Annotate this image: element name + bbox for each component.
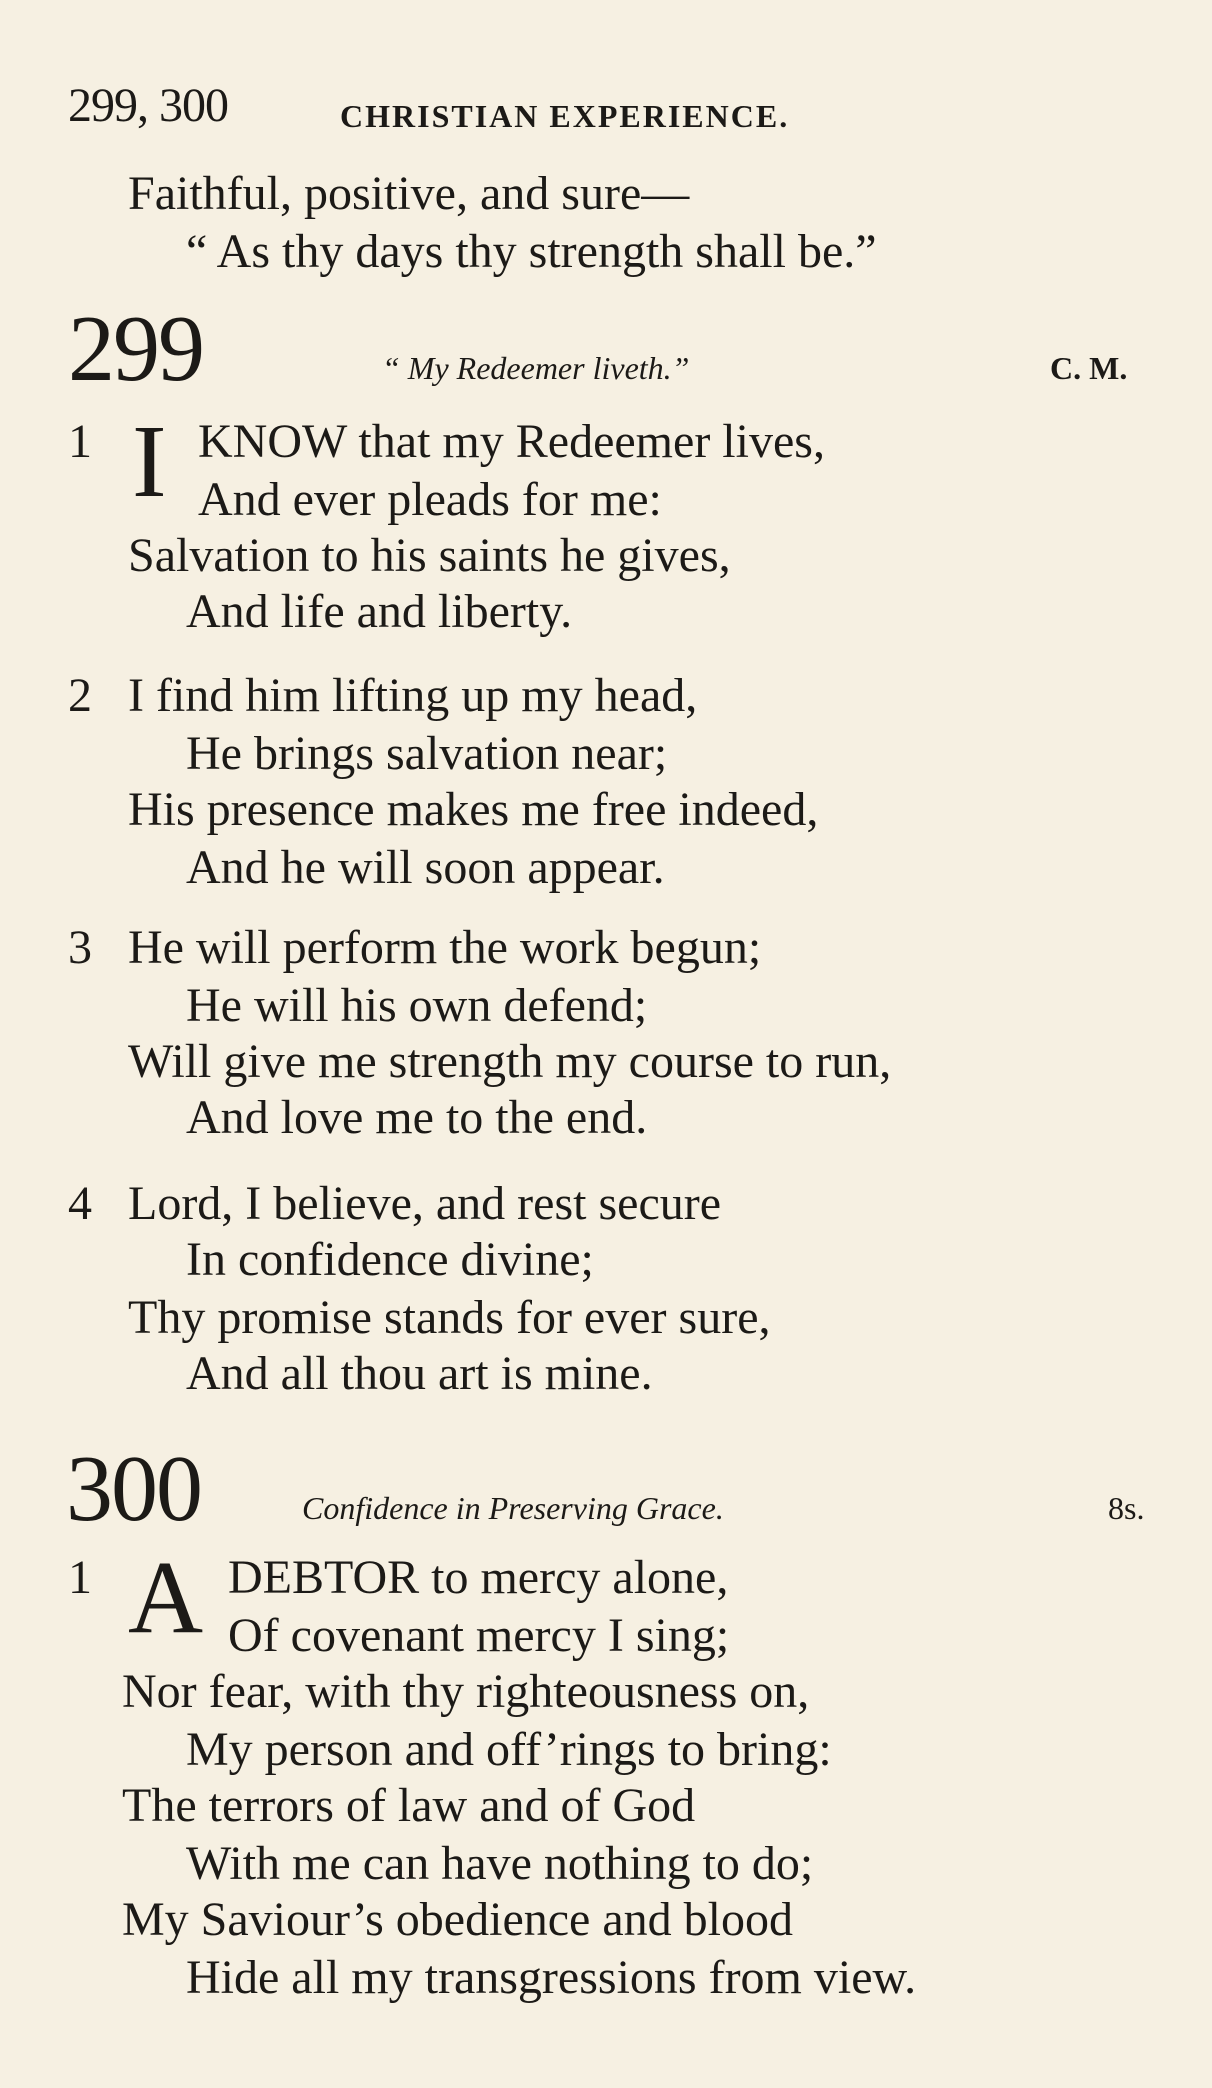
page-numbers: 299, 300 <box>68 79 228 132</box>
verse-number: 3 <box>68 921 92 974</box>
section-title: CHRISTIAN EXPERIENCE. <box>340 98 790 134</box>
verse-number: 4 <box>68 1177 92 1230</box>
hymn-title: “ My Redeemer liveth.” <box>382 350 690 386</box>
verse-line: DEBTOR to mercy alone, <box>228 1551 729 1604</box>
verse-line: The terrors of law and of God <box>122 1779 696 1832</box>
verse-line: Hide all my transgressions from view. <box>186 1951 917 2004</box>
hymn-number: 299 <box>68 297 203 401</box>
hymn-number: 300 <box>66 1437 201 1541</box>
verse-line: And love me to the end. <box>186 1091 648 1144</box>
verse-line: With me can have nothing to do; <box>186 1837 814 1890</box>
drop-cap: I <box>132 404 167 519</box>
verse-line: In confidence divine; <box>186 1233 594 1286</box>
verse-line: Thy promise stands for ever sure, <box>128 1291 771 1344</box>
verse-line: Lord, I believe, and rest secure <box>128 1177 722 1230</box>
verse-line: He will perform the work begun; <box>128 921 762 974</box>
verse-line: His presence makes me free indeed, <box>128 783 819 836</box>
verse-line: And all thou art is mine. <box>186 1347 653 1400</box>
verse-number: 1 <box>68 1551 92 1604</box>
hymn-meter: C. M. <box>1050 350 1128 386</box>
verse-number: 1 <box>68 415 92 468</box>
verse-line: Of covenant mercy I sing; <box>228 1609 730 1662</box>
verse-line: Nor fear, with thy righteousness on, <box>122 1665 810 1718</box>
drop-cap: A <box>128 1540 204 1655</box>
continuation-line: “ As thy days thy strength shall be.” <box>186 225 877 278</box>
verse-line: KNOW that my Redeemer lives, <box>198 415 825 468</box>
verse-line: I find him lifting up my head, <box>128 669 698 722</box>
hymn-meter: 8s. <box>1108 1490 1145 1526</box>
hymn-title: Confidence in Preserving Grace. <box>302 1490 724 1526</box>
continuation-line: Faithful, positive, and sure— <box>128 167 690 220</box>
verse-number: 2 <box>68 669 92 722</box>
verse-line: He will his own defend; <box>186 979 648 1032</box>
verse-line: Will give me strength my course to run, <box>128 1035 892 1088</box>
verse-line: And life and liberty. <box>186 585 573 638</box>
verse-line: And he will soon appear. <box>186 841 665 894</box>
verse-line: My person and off’rings to bring: <box>186 1723 832 1776</box>
verse-line: And ever pleads for me: <box>198 473 662 526</box>
verse-line: He brings salvation near; <box>186 727 668 780</box>
verse-line: Salvation to his saints he gives, <box>128 529 731 582</box>
verse-line: My Saviour’s obedience and blood <box>122 1893 793 1946</box>
